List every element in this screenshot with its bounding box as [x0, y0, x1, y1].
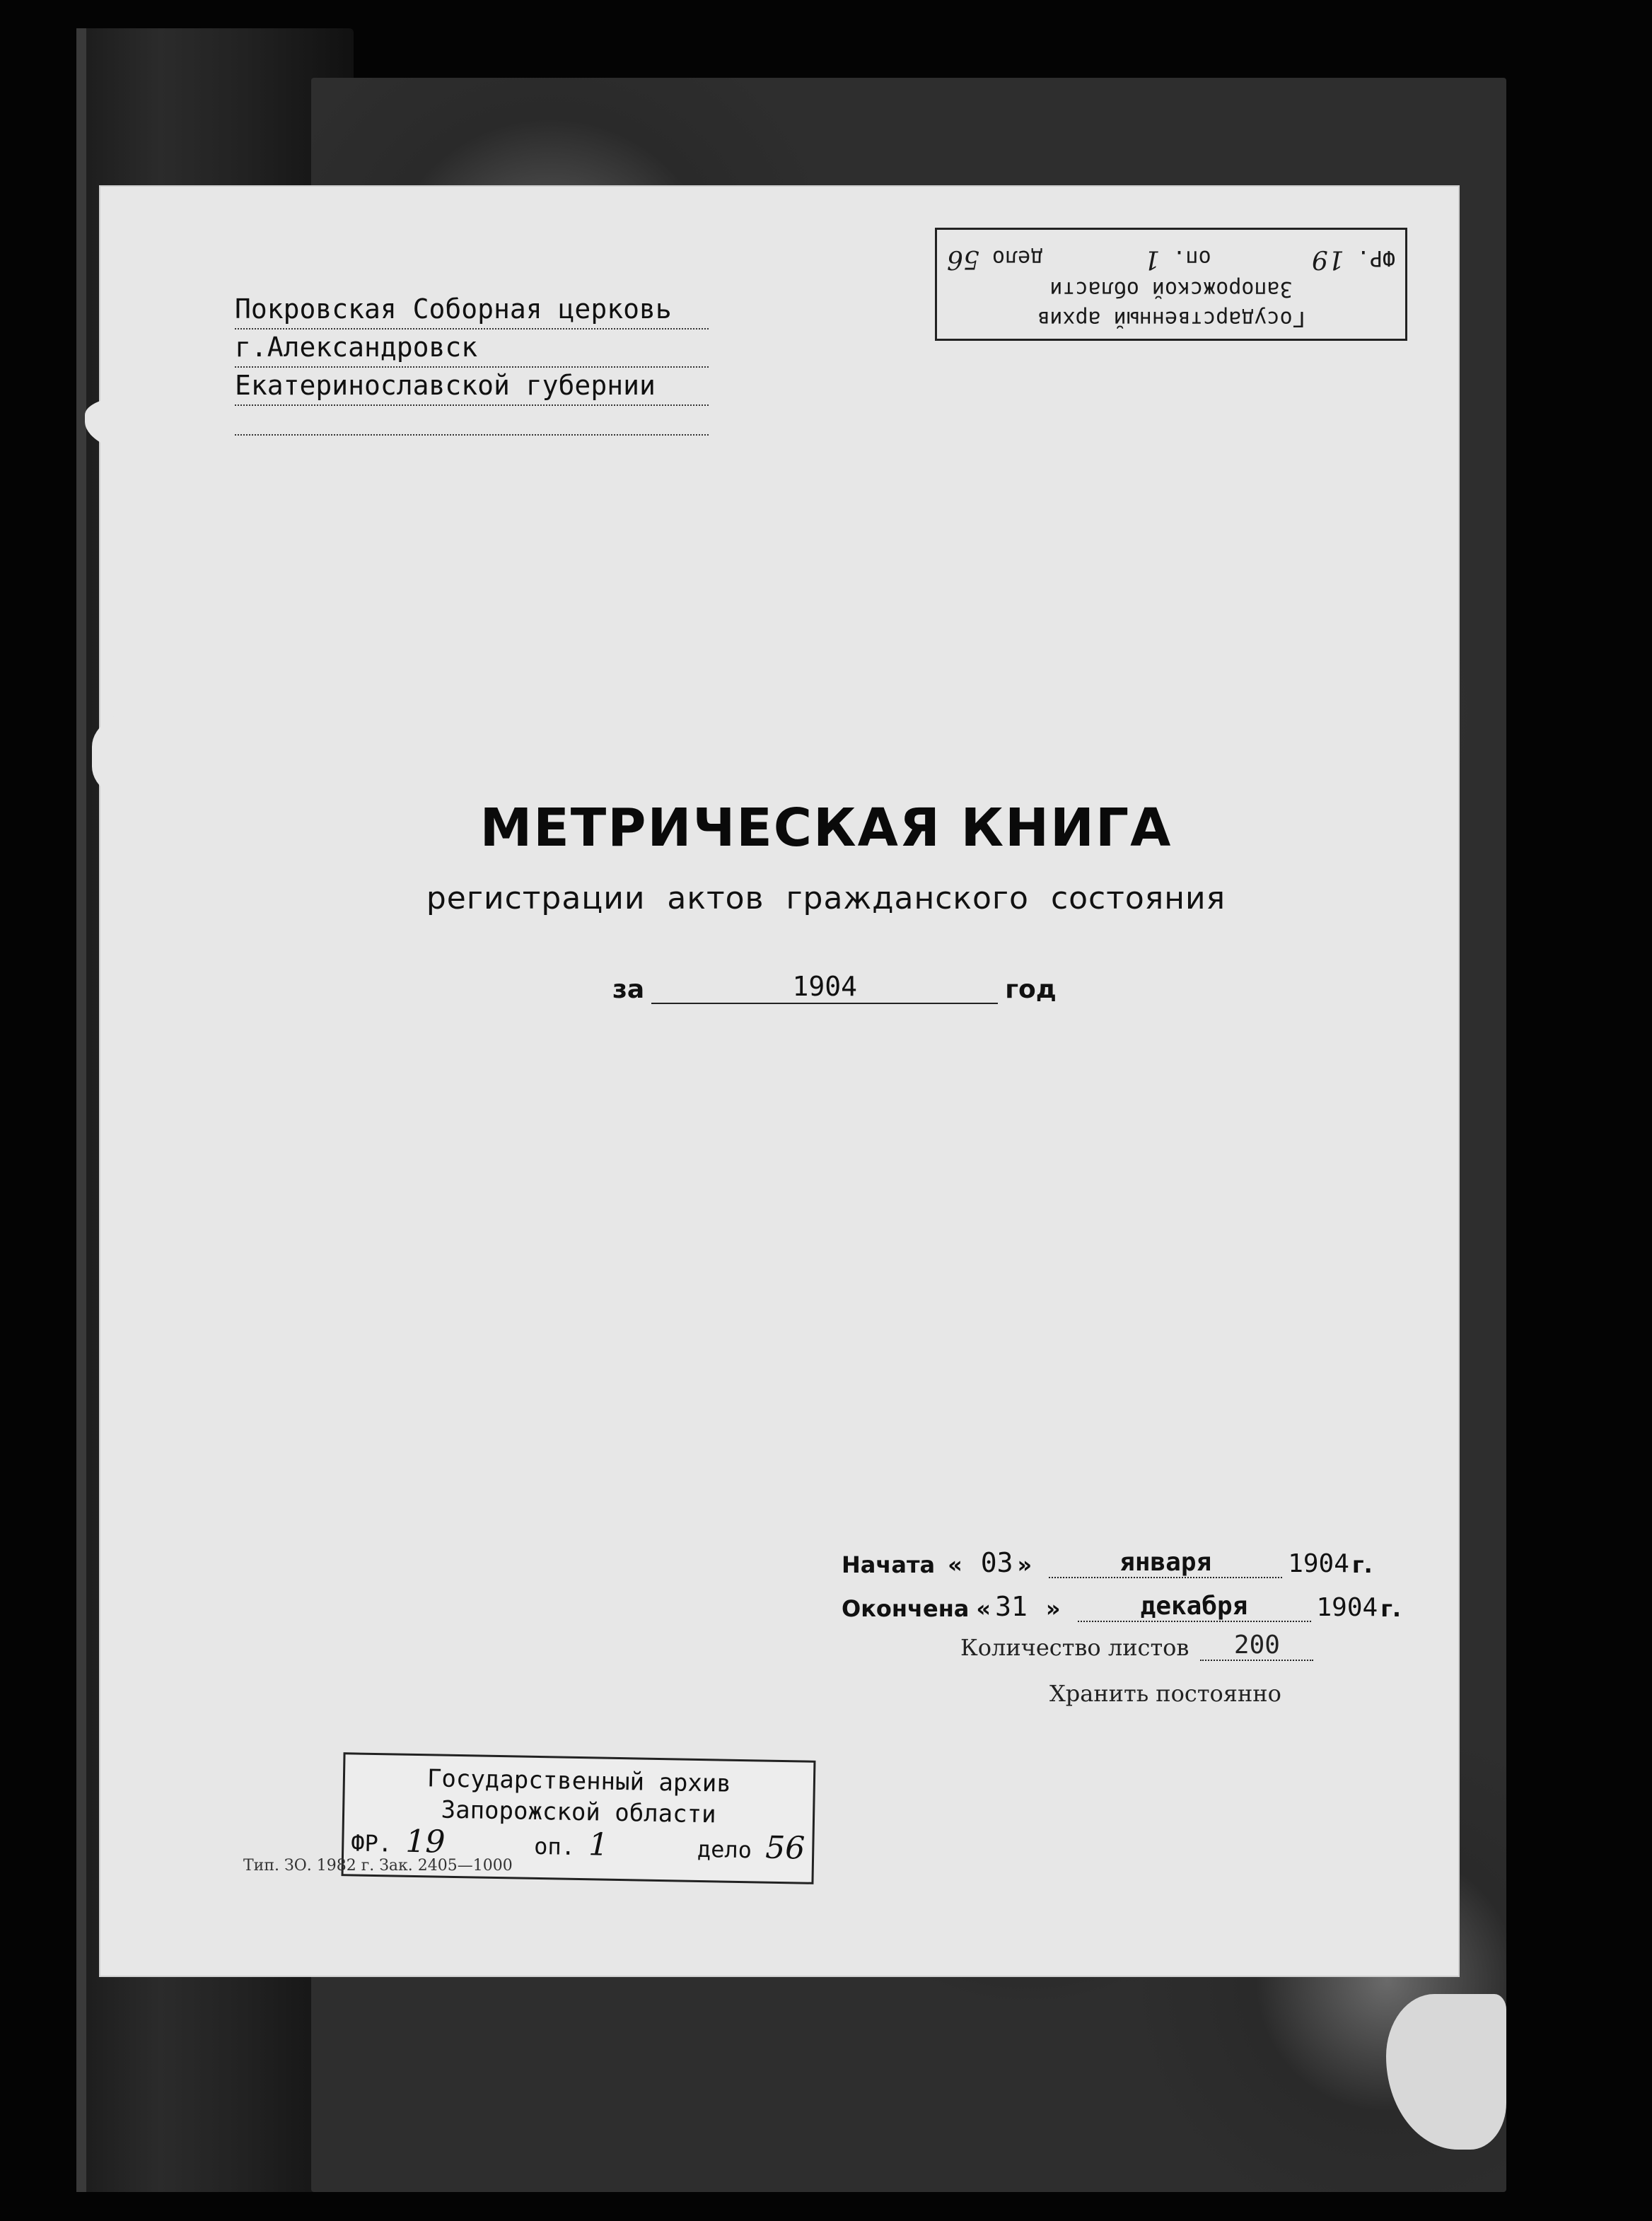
stamp-delo-value: 56 [764, 1829, 805, 1867]
spine-edge [76, 28, 86, 2192]
church-blank-line [235, 406, 709, 436]
stamp-archive-name: Государственный архив [426, 1764, 732, 1798]
start-open-quote: « [948, 1551, 962, 1578]
end-month: декабря [1078, 1592, 1311, 1622]
stamp-delo-label: дело [991, 245, 1044, 270]
church-name: Покровская Соборная церковь [235, 291, 709, 330]
stamp-fond-value: 19 [1311, 245, 1344, 274]
stamp-opis-label: оп. [1173, 245, 1211, 270]
start-label: Начата [842, 1551, 936, 1578]
stamp-opis-value: 1 [588, 1826, 609, 1863]
start-date-row [842, 1534, 1401, 1578]
torn-edge [92, 707, 248, 806]
stamp-region: Запорожской области [1049, 276, 1293, 301]
stamp-delo [947, 243, 1043, 274]
start-year: 1904 [1288, 1549, 1349, 1578]
sheet-count [960, 1631, 1313, 1661]
stamp-fond-label: ФР. [1356, 245, 1395, 270]
sheet-count-value: 200 [1200, 1631, 1313, 1661]
stamp-fond-value: 19 [405, 1823, 446, 1860]
year-line [612, 969, 1057, 1004]
page-subtitle: регистрации актов гражданского состояния [426, 880, 1226, 916]
archive-stamp-top [935, 228, 1407, 341]
stamp-opis [534, 1827, 609, 1865]
stamp-delo-value: 56 [947, 245, 979, 274]
end-date-row [842, 1578, 1401, 1622]
start-g: г. [1351, 1551, 1373, 1578]
stamp-fond [351, 1824, 446, 1861]
end-year: 1904 [1316, 1593, 1378, 1622]
stamp-opis [1144, 243, 1211, 274]
year-value: 1904 [651, 970, 998, 1004]
sheet-count-label: Количество листов [960, 1634, 1189, 1661]
church-town: г.Александровск [235, 330, 709, 368]
stamp-delo-label: дело [697, 1835, 752, 1864]
end-close-quote: » [1045, 1595, 1061, 1622]
page-title: МЕТРИЧЕСКАЯ КНИГА [479, 798, 1173, 858]
stamp-opis-label: оп. [533, 1832, 576, 1860]
retention-note: Хранить постоянно [1049, 1680, 1281, 1707]
stamp-region: Запорожской области [441, 1795, 716, 1829]
stamp-delo [697, 1830, 805, 1868]
title-page [99, 185, 1460, 1977]
start-close-quote: » [1017, 1551, 1032, 1578]
year-suffix: год [1005, 975, 1057, 1004]
stamp-archive-name: Государственный архив [1037, 306, 1305, 331]
church-province: Екатеринославской губернии [235, 368, 709, 406]
start-day: 03 [980, 1547, 1013, 1578]
end-label: Окончена [842, 1595, 970, 1622]
church-header [235, 291, 709, 436]
stamp-opis-value: 1 [1144, 245, 1161, 274]
stamp-fond-label: ФР. [351, 1829, 392, 1858]
stamp-fond [1312, 243, 1395, 274]
end-day: 31 [995, 1591, 1028, 1622]
printer-imprint: Тип. ЗО. 1982 г. Зак. 2405—1000 [243, 1857, 513, 1875]
end-open-quote: « [976, 1595, 991, 1622]
date-range [842, 1534, 1401, 1622]
end-g: г. [1380, 1595, 1402, 1622]
year-prefix: за [612, 975, 645, 1004]
start-month: января [1049, 1548, 1282, 1578]
